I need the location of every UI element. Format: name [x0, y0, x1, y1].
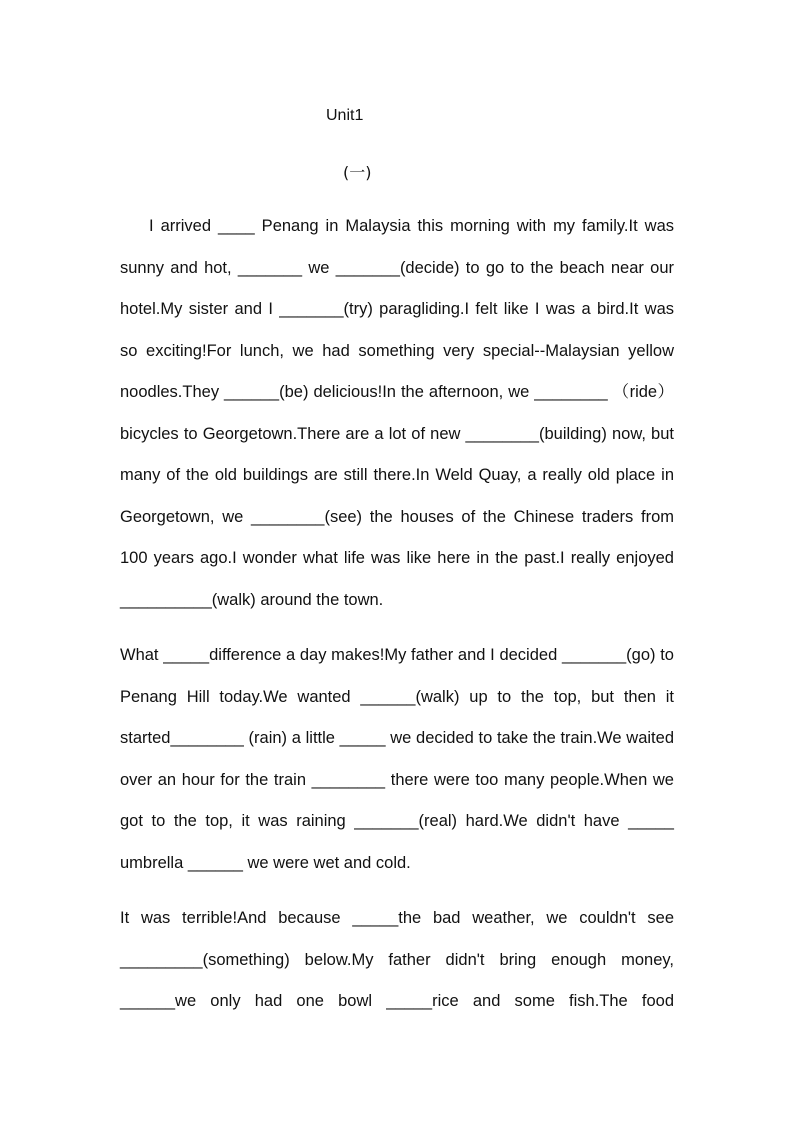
paragraph-1: I arrived ____ Penang in Malaysia this morning with my family.It was sunny and hot, _______ we _______(decide) to go to the beach near our hotel.My sister and I _______(try) paragliding.I felt like I was a bird.It was so exciting!For lunch, we had something very special--Malaysian yellow noodles.They ______(be) delicious!In the afternoon, we ________ （ride） bicycles to Georgetown.There are a lot of new ________(building) now, but many of the old buildings are still there.In Weld Quay, a really old place in Georgetown, we ________(see) the houses of the Chinese traders from 100 years ago.I wonder what life was like here in the past.I really enjoyed __________(walk) around the town.	[120, 217, 674, 609]
section-label: (一)	[343, 163, 372, 182]
unit-title: Unit1	[326, 107, 364, 124]
paragraph-2: What _____difference a day makes!My father and I decided _______(go) to Penang Hill today.We wanted ______(walk) up to the top, but then it started________ (rain) a little _____ we decided to take the train.We waited over an hour for the train ________ there were too many people.When we got to the top, it was raining _______(real) hard.We didn't have _____ umbrella ______ we were wet and cold.	[120, 646, 674, 872]
paragraph-3: It was terrible!And because _____the bad weather, we couldn't see _________(something) below.My father didn't bring enough money, ______we only had one bowl _____rice and some fish.The food	[120, 909, 674, 1010]
